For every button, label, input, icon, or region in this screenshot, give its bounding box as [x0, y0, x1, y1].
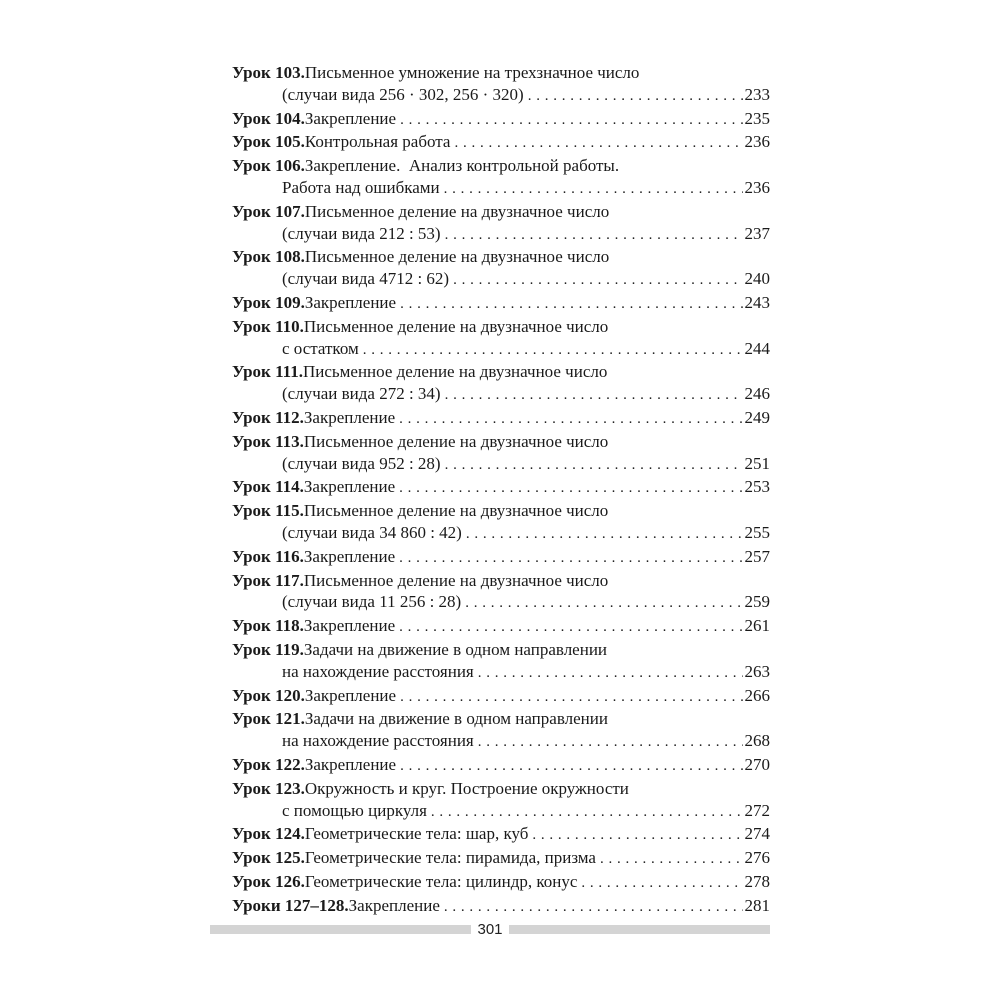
toc-entry-continuation — [232, 223, 770, 247]
toc-entry-line — [232, 246, 770, 268]
toc-entry — [232, 500, 770, 546]
lesson-title: Задачи на движение в одном направлении — [303, 639, 608, 659]
dot-leader — [399, 478, 742, 500]
toc-entry — [232, 155, 770, 201]
dot-leader — [532, 825, 742, 847]
toc-entry-continuation — [232, 730, 770, 754]
dot-leader — [445, 225, 743, 247]
lesson-title: Письменное деление на двузначное число — [303, 501, 609, 521]
lesson-label: Урок 126. — [232, 871, 305, 891]
footer-rule-left — [210, 925, 471, 934]
page-ref: 281 — [744, 895, 770, 915]
page-ref: 263 — [744, 661, 770, 681]
toc-entry-line — [232, 476, 770, 500]
lesson-title: Геометрические тела: цилиндр, конус — [304, 871, 578, 891]
page-ref: 272 — [744, 800, 770, 820]
lesson-label: Урок 110. — [232, 316, 304, 336]
lesson-title: Письменное деление на двузначное число — [304, 201, 610, 221]
lesson-label: Урок 123. — [232, 778, 305, 798]
toc-entry-line — [232, 895, 770, 919]
toc-entry-continuation — [232, 522, 770, 546]
toc-entry — [232, 754, 770, 778]
lesson-title: Окружность и круг. Построение окружности — [304, 778, 629, 798]
lesson-title: Письменное деление на двузначное число — [304, 247, 610, 267]
dot-leader — [400, 756, 742, 778]
page-footer — [210, 918, 770, 940]
toc-entry-line — [232, 62, 770, 84]
lesson-label: Урок 116. — [232, 546, 304, 566]
page-ref: 236 — [744, 177, 770, 197]
lesson-label: Урок 114. — [232, 477, 304, 497]
toc-entry-line — [232, 155, 770, 177]
dot-leader — [466, 524, 743, 546]
lesson-title-continuation: на нахождение расстояния — [282, 661, 474, 681]
page-ref: 253 — [744, 477, 770, 497]
lesson-title-continuation: Работа над ошибками — [282, 177, 440, 197]
lesson-title-continuation: (случаи вида 34 860 : 42) — [282, 522, 462, 542]
toc-entry — [232, 201, 770, 247]
toc-entry-line — [232, 201, 770, 223]
page-ref: 249 — [744, 407, 770, 427]
dot-leader — [399, 548, 742, 570]
toc-entry — [232, 246, 770, 292]
toc-entry-line — [232, 108, 770, 132]
dot-leader — [465, 593, 742, 615]
page-ref: 276 — [744, 848, 770, 868]
page-ref: 246 — [744, 384, 770, 404]
page-number: 301 — [477, 920, 503, 938]
toc-entry — [232, 407, 770, 431]
lesson-title: Геометрические тела: пирамида, призма — [304, 848, 596, 868]
page-ref: 259 — [744, 592, 770, 612]
toc-entry-continuation — [232, 383, 770, 407]
toc-entry — [232, 361, 770, 407]
toc-entry — [232, 895, 770, 919]
lesson-label: Урок 103. — [232, 63, 305, 82]
dot-leader — [478, 732, 743, 754]
lesson-title: Закрепление — [304, 108, 397, 128]
dot-leader — [528, 86, 743, 108]
lesson-label: Урок 119. — [232, 639, 304, 659]
page-ref: 251 — [744, 453, 770, 473]
lesson-label: Урок 118. — [232, 616, 304, 636]
page-ref: 270 — [744, 754, 770, 774]
page-ref: 235 — [744, 108, 770, 128]
toc-entry-continuation — [232, 268, 770, 292]
toc-entry-line — [232, 639, 770, 661]
toc-entry-line — [232, 615, 770, 639]
page-ref: 266 — [744, 685, 770, 705]
lesson-title-continuation: с помощью циркуля — [282, 800, 427, 820]
lesson-title: Закрепление — [303, 477, 396, 497]
lesson-title: Закрепление — [304, 685, 397, 705]
lesson-title-continuation: на нахождение расстояния — [282, 731, 474, 751]
page-ref: 240 — [744, 269, 770, 289]
page-ref: 257 — [744, 546, 770, 566]
lesson-title: Закрепление — [304, 754, 397, 774]
toc-entry — [232, 131, 770, 155]
toc-entry-line — [232, 131, 770, 155]
toc-entry — [232, 570, 770, 616]
lesson-label: Уроки 127–128. — [232, 895, 349, 915]
dot-leader — [444, 179, 743, 201]
toc-entry — [232, 708, 770, 754]
toc-entry — [232, 62, 770, 108]
lesson-label: Урок 108. — [232, 247, 305, 267]
lesson-label: Урок 105. — [232, 132, 305, 152]
lesson-label: Урок 120. — [232, 685, 305, 705]
lesson-title: Закрепление — [304, 292, 397, 312]
toc-entry-continuation — [232, 661, 770, 685]
dot-leader — [454, 133, 742, 155]
lesson-title: Письменное деление на двузначное число — [303, 316, 609, 336]
toc-entry — [232, 316, 770, 362]
lesson-title: Письменное умножение на трехзначное число — [304, 63, 640, 82]
lesson-title: Закрепление. Анализ контрольной работы. — [304, 156, 620, 176]
toc-entry-line — [232, 431, 770, 453]
lesson-label: Урок 112. — [232, 407, 304, 427]
lesson-title: Письменное деление на двузначное число — [302, 362, 608, 382]
lesson-title: Закрепление — [303, 616, 396, 636]
lesson-label: Урок 109. — [232, 292, 305, 312]
dot-leader — [600, 849, 743, 871]
lesson-title: Контрольная работа — [304, 132, 451, 152]
toc-entry-line — [232, 570, 770, 592]
toc-entry-line — [232, 708, 770, 730]
lesson-label: Урок 117. — [232, 570, 304, 590]
toc-entry-line — [232, 754, 770, 778]
dot-leader — [400, 110, 742, 132]
dot-leader — [581, 873, 742, 895]
dot-leader — [478, 663, 743, 685]
page-ref: 278 — [744, 871, 770, 891]
dot-leader — [445, 455, 743, 477]
lesson-label: Урок 111. — [232, 362, 303, 382]
dot-leader — [363, 340, 743, 362]
footer-rule-right — [509, 925, 770, 934]
dot-leader — [445, 385, 743, 407]
lesson-title-continuation: (случаи вида 11 256 : 28) — [282, 592, 462, 612]
toc-entry-continuation — [232, 84, 770, 108]
toc-entry-line — [232, 778, 770, 800]
lesson-title-continuation: (случаи вида 272 : 34) — [282, 384, 441, 404]
toc-entry-line — [232, 500, 770, 522]
toc-entry — [232, 639, 770, 685]
toc-entry — [232, 823, 770, 847]
page-ref: 243 — [744, 292, 770, 312]
lesson-label: Урок 107. — [232, 201, 305, 221]
dot-leader — [400, 294, 742, 316]
toc-entry-line — [232, 685, 770, 709]
page-ref: 236 — [744, 132, 770, 152]
dot-leader — [431, 802, 743, 824]
toc-entry — [232, 847, 770, 871]
toc-entry — [232, 615, 770, 639]
page-ref: 274 — [744, 824, 770, 844]
toc-entry-line — [232, 361, 770, 383]
toc-entry-line — [232, 316, 770, 338]
toc-entry-line — [232, 546, 770, 570]
lesson-title: Геометрические тела: шар, куб — [304, 824, 529, 844]
lesson-title-continuation: (случаи вида 952 : 28) — [282, 453, 441, 473]
dot-leader — [399, 617, 742, 639]
page-ref: 237 — [744, 223, 770, 243]
toc-entry-line — [232, 847, 770, 871]
toc-entry-line — [232, 823, 770, 847]
toc-entry-continuation — [232, 177, 770, 201]
lesson-title: Закрепление — [303, 407, 396, 427]
page-ref: 255 — [744, 522, 770, 542]
lesson-title-continuation: с остатком — [282, 338, 359, 358]
lesson-label: Урок 122. — [232, 754, 305, 774]
toc-entry — [232, 871, 770, 895]
dot-leader — [444, 897, 743, 919]
dot-leader — [399, 409, 742, 431]
lesson-label: Урок 113. — [232, 431, 304, 451]
lesson-label: Урок 125. — [232, 848, 305, 868]
toc-entry — [232, 476, 770, 500]
lesson-title: Закрепление — [303, 546, 396, 566]
lesson-title-continuation: (случаи вида 256 · 302, 256 · 320) — [282, 84, 524, 104]
page-ref: 233 — [744, 84, 770, 104]
toc-entry-continuation — [232, 800, 770, 824]
lesson-title: Письменное деление на двузначное число — [303, 431, 609, 451]
page-ref: 261 — [744, 616, 770, 636]
lesson-title: Задачи на движение в одном направлении — [304, 709, 608, 729]
toc-entry-line — [232, 871, 770, 895]
lesson-title-continuation: (случаи вида 4712 : 62) — [282, 269, 450, 289]
lesson-label: Урок 124. — [232, 824, 305, 844]
toc-entry — [232, 108, 770, 132]
dot-leader — [400, 687, 742, 709]
toc-entry-line — [232, 292, 770, 316]
toc-entry — [232, 431, 770, 477]
lesson-title-continuation: (случаи вида 212 : 53) — [282, 223, 441, 243]
page-ref: 268 — [744, 731, 770, 751]
toc-entry-continuation — [232, 338, 770, 362]
lesson-title: Закрепление — [348, 895, 440, 915]
toc-entry-line — [232, 407, 770, 431]
page-ref: 244 — [744, 338, 770, 358]
table-of-contents — [232, 62, 770, 918]
lesson-label: Урок 121. — [232, 709, 305, 729]
lesson-label: Урок 115. — [232, 501, 304, 521]
toc-entry — [232, 778, 770, 824]
lesson-title: Письменное деление на двузначное число — [303, 570, 609, 590]
dot-leader — [453, 270, 742, 292]
toc-entry — [232, 546, 770, 570]
toc-entry-continuation — [232, 453, 770, 477]
lesson-label: Урок 104. — [232, 108, 305, 128]
toc-entry — [232, 292, 770, 316]
lesson-label: Урок 106. — [232, 156, 305, 176]
toc-entry-continuation — [232, 591, 770, 615]
toc-entry — [232, 685, 770, 709]
